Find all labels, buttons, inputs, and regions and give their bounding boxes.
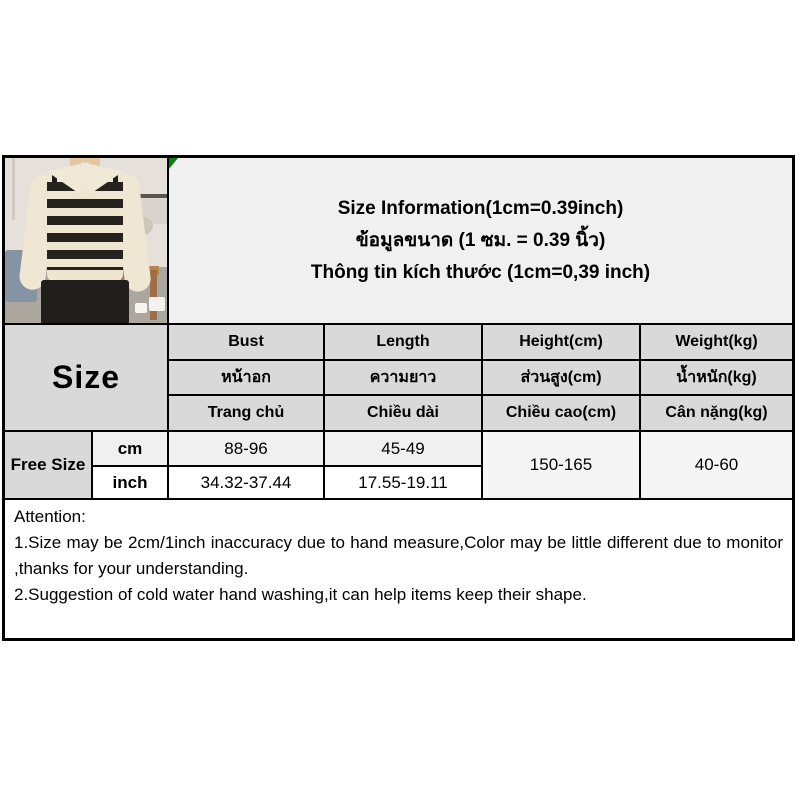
value-weight: 40-60 bbox=[641, 432, 792, 498]
photo-chair-leg bbox=[150, 270, 157, 320]
green-corner-marker-icon bbox=[169, 158, 178, 169]
title-vietnamese: Thông tin kích thước (1cm=0,39 inch) bbox=[310, 261, 651, 283]
photo-window-frame bbox=[12, 158, 15, 220]
size-information-title-cell bbox=[169, 158, 792, 323]
column-header-height-vi: Chiều cao(cm) bbox=[483, 396, 639, 430]
row-label-free-size: Free Size bbox=[5, 432, 91, 498]
column-header-bust-vi: Trang chủ bbox=[169, 396, 323, 430]
model-figure bbox=[25, 158, 145, 323]
value-length-cm: 45-49 bbox=[325, 432, 481, 465]
column-header-height-en: Height(cm) bbox=[483, 325, 639, 359]
unit-label-cm: cm bbox=[93, 432, 167, 465]
attention-heading: Attention: bbox=[14, 507, 86, 526]
column-header-weight-en: Weight(kg) bbox=[641, 325, 792, 359]
attention-note-1: 1.Size may be 2cm/1inch inaccuracy due to hand measure,Color may be little different due to monitor ,thanks for your understanding. bbox=[14, 533, 783, 578]
column-header-weight-vi: Cân nặng(kg) bbox=[641, 396, 792, 430]
attention-note-2: 2.Suggestion of cold water hand washing,it can help items keep their shape. bbox=[14, 585, 587, 604]
column-header-height-th: ส่วนสูง(cm) bbox=[483, 361, 639, 394]
size-column-header: Size bbox=[5, 325, 167, 430]
unit-label-inch: inch bbox=[93, 467, 167, 498]
title-thai: ข้อมูลขนาด (1 ซม. = 0.39 นิ้ว) bbox=[355, 229, 606, 251]
column-header-length-th: ความยาว bbox=[325, 361, 481, 394]
column-header-weight-th: น้ำหนัก(kg) bbox=[641, 361, 792, 394]
photo-cup bbox=[149, 297, 165, 311]
value-length-inch: 17.55-19.11 bbox=[325, 467, 481, 498]
attention-section bbox=[5, 500, 792, 638]
product-photo bbox=[5, 158, 167, 323]
value-height: 150-165 bbox=[483, 432, 639, 498]
column-header-bust-en: Bust bbox=[169, 325, 323, 359]
column-header-length-vi: Chiều dài bbox=[325, 396, 481, 430]
column-header-bust-th: หน้าอก bbox=[169, 361, 323, 394]
title-english: Size Information(1cm=0.39inch) bbox=[337, 197, 624, 219]
model-pants bbox=[41, 280, 129, 323]
value-bust-cm: 88-96 bbox=[169, 432, 323, 465]
value-bust-inch: 34.32-37.44 bbox=[169, 467, 323, 498]
column-header-length-en: Length bbox=[325, 325, 481, 359]
size-chart-sheet bbox=[2, 155, 795, 641]
